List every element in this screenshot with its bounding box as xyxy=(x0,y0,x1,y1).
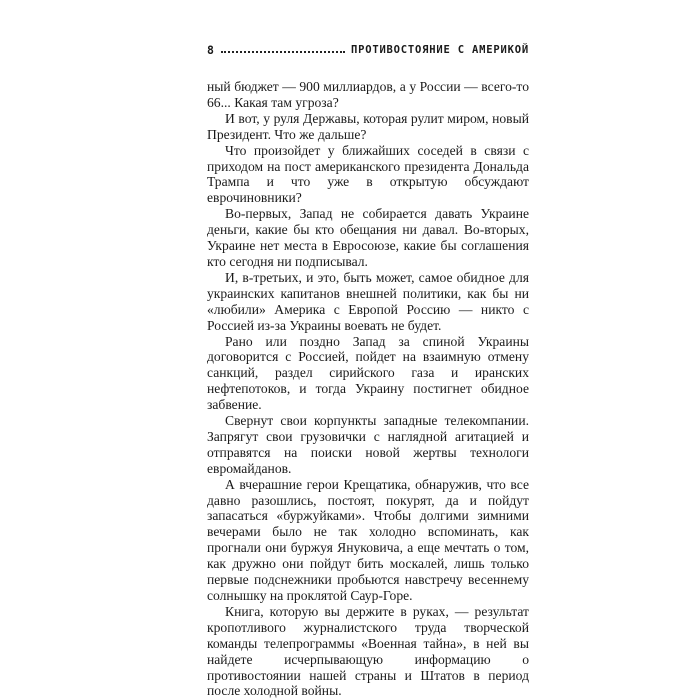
body-text xyxy=(207,79,529,699)
paragraph: И вот, у руля Державы, которая рулит миром, новый Президент. Что же дальше? xyxy=(207,110,529,142)
paragraph: Что произойдет у ближайших соседей в связи с приходом на пост американского президента Дональда Трампа и что уже в открытую обсуждают еврочиновники? xyxy=(207,142,529,206)
leader-dots xyxy=(221,51,345,53)
paragraph: Рано или поздно Запад за спиной Украины договорится с Россией, пойдет на взаимную отмену санкций, раздел сирийского газа и иранских нефтепотоков, и тогда Украину постигнет обидное забвение. xyxy=(207,333,529,413)
paragraph: А вчерашние герои Крещатика, обнаружив, что все давно разошлись, постоят, покурят, да и пойдут запасаться «буржуйками». Чтобы долгими зимними вечерами было не так холодно вспоминать, как прогнали они буржуя Януковича, а еще мечтать о том, как дружно они пойдут бить москалей, лишь только первые подснежники пробьются навстречу весеннему солнышку на проклятой Саур-Горе. xyxy=(207,476,529,603)
page-number: 8 xyxy=(207,43,215,57)
paragraph: И, в-третьих, и это, быть может, самое обидное для украинских капитанов внешней политики, как бы ни «любили» Америка с Европой Россию — никто с Россией из-за Украины воевать не будет. xyxy=(207,269,529,333)
running-head xyxy=(207,42,529,58)
paragraph-continued: ный бюджет — 900 миллиардов, а у России — всего-то 66... Какая там угроза? xyxy=(207,79,529,110)
paragraph: Книга, которую вы держите в руках, — результат кропотливого журналистского труда творческой команды телепрограммы «Военная тайна», в ней вы найдете исчерпывающую информацию о противостоянии нашей страны и Штатов в период после холодной войны. xyxy=(207,603,529,699)
paragraph: Свернут свои корпункты западные телекомпании. Запрягут свои грузовички с наглядной агитацией и отправятся на поиски новой жертвы технологи евромайданов. xyxy=(207,413,529,476)
paragraph: Во-первых, Запад не собирается давать Украине деньги, какие бы кто обещания ни давал. Во-вторых, Украине нет места в Евросоюзе, какие бы соглашения кто сегодня ни подписывал. xyxy=(207,206,529,269)
running-head-title: ПРОТИВОСТОЯНИЕ С АМЕРИКОЙ xyxy=(350,44,529,56)
